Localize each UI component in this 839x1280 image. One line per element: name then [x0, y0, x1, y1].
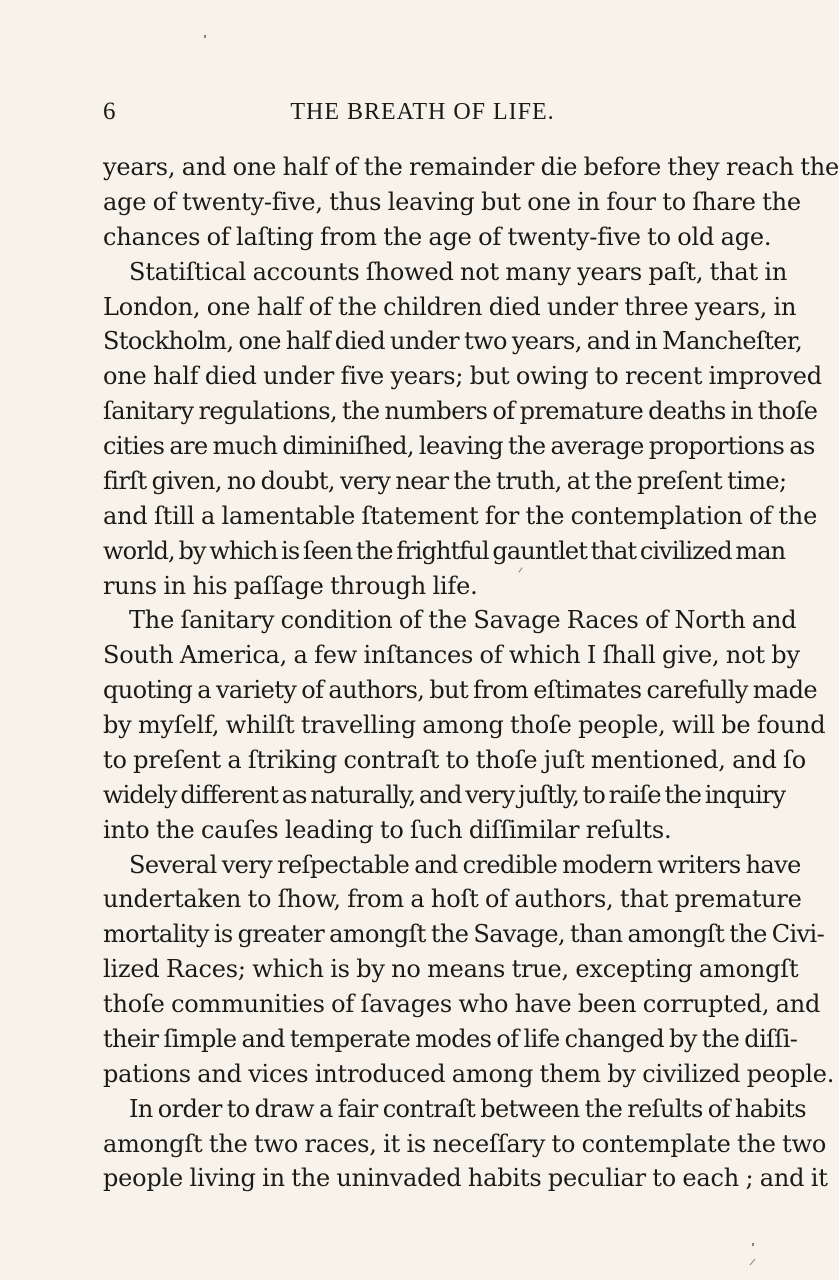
paper-speck — [752, 1243, 754, 1246]
text-line: Stockholm, one half died under two years, and in Mancheſter, — [103, 327, 803, 356]
paragraph-end-line: into the cauſes leading to ſuch diſſimilar reſults. — [103, 815, 672, 844]
text-line: lized Races; which is by no means true, excepting amongſt — [103, 955, 799, 984]
paragraph-start-line: Several very reſpectable and credible modern writers have — [129, 850, 801, 879]
text-line: widely different as naturally, and very juſtly, to raiſe the inquiry — [103, 780, 786, 809]
paragraph-start-line: Statiſtical accounts ſhowed not many years paſt, that in — [129, 257, 788, 286]
text-line: world, by which is ſeen the frightful gauntlet that civilized man — [103, 536, 786, 565]
text-line: people living in the uninvaded habits peculiar to each ; and it — [103, 1164, 828, 1193]
body-text — [103, 150, 839, 1196]
text-line: cities are much diminiſhed, leaving the average proportions as — [103, 432, 815, 460]
text-line: years, and one half of the remainder die before they reach the — [103, 153, 839, 181]
paper-speck — [204, 35, 206, 38]
paper-speck — [750, 1259, 756, 1266]
running-head: THE BREATH OF LIFE. — [290, 99, 555, 125]
text-line: to preſent a ſtriking contraſt to thoſe juſt mentioned, and ſo — [103, 745, 806, 774]
page-header — [103, 96, 742, 128]
page-number: 6 — [103, 98, 116, 125]
text-line: ſanitary regulations, the numbers of premature deaths in thoſe — [103, 397, 818, 426]
text-line: their ſimple and temperate modes of life changed by the diſſi- — [103, 1024, 798, 1053]
text-line: quoting a variety of authors, but from eſtimates carefully made — [103, 676, 818, 705]
text-line: South America, a few inſtances of which I ſhall give, not by — [103, 641, 800, 670]
paragraph-start-line: In order to draw a fair contraſt between the reſults of habits — [129, 1094, 807, 1123]
text-line: age of twenty-five, thus leaving but one in four to ſhare the — [103, 187, 801, 216]
paragraph-end-line: runs in his paſſage through life. — [103, 571, 478, 600]
text-line: amongſt the two races, it is neceſſary to contemplate the two — [103, 1129, 827, 1158]
text-line: mortality is greater amongſt the Savage, than amongſt the Civi- — [103, 920, 825, 949]
text-line: thoſe communities of ſavages who have been corrupted, and — [103, 990, 821, 1018]
text-line: undertaken to ſhow, from a hoſt of authors, that premature — [103, 885, 802, 914]
text-line: firſt given, no doubt, very near the truth, at the preſent time; — [103, 466, 787, 495]
paragraph-end-line: chances of laſting from the age of twenty-five to old age. — [103, 222, 772, 251]
text-line: by myſelf, whilſt travelling among thoſe people, will be found — [103, 711, 826, 739]
text-line: and ſtill a lamentable ſtatement for the contemplation of the — [103, 501, 818, 530]
paragraph-end-line: pations and vices introduced among them by civilized people. — [103, 1059, 835, 1088]
text-line: one half died under five years; but owing to recent improved — [103, 362, 822, 391]
paragraph-start-line: The ſanitary condition of the Savage Races of North and — [129, 606, 797, 635]
text-line: London, one half of the children died under three years, in — [103, 292, 797, 321]
